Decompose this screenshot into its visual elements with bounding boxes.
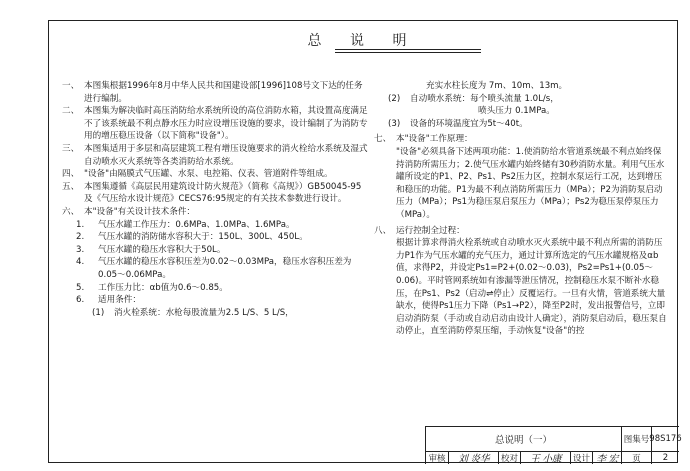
section-text: "设备"由隔膜式气压罐、水泵、电控箱、仪表、管道附件等组成。 xyxy=(84,169,333,180)
atlas-number: 98S176 xyxy=(651,427,679,451)
page-label: 页 xyxy=(621,451,651,464)
section-2 xyxy=(62,105,368,143)
item-1 xyxy=(62,219,368,232)
review-signature: 刘 炎华 xyxy=(448,451,498,464)
section-text: 本图集为解决临时高压消防给水系统所设的高位消防水箱，其设置高度满足不了该系统最不利点静水压力时应设增压设施的要求，设计编制了为消防专用的增压稳压设备（以下简称"设备"）。 xyxy=(84,106,368,142)
section-number: 二、 xyxy=(62,106,80,117)
item-text: 适用条件： xyxy=(98,295,141,306)
section-5 xyxy=(62,181,368,206)
item-number: 4. xyxy=(76,257,85,268)
section-text: 本图集遵循《高层民用建筑设计防火规范》（简称《高规》）GB50045-95及《气压给水设计规范》CECS76:95规定的有关技术参数进行设计。 xyxy=(84,181,362,205)
section-text: 运行控制全过程： xyxy=(396,225,465,236)
item-number: (1) xyxy=(92,307,105,318)
item-3 xyxy=(62,244,368,257)
section-3 xyxy=(62,143,368,168)
item-2 xyxy=(62,231,368,244)
item-6-2-cont xyxy=(374,105,669,118)
section-number: 三、 xyxy=(62,143,80,154)
section-number: 一、 xyxy=(62,81,80,91)
title-underline-2 xyxy=(335,52,481,53)
section-8-body: 根据计算求得消火栓系统或自动喷水灭火系统中最不利点所需的消防压力P1作为气压水罐的充气压力，通过计算所选定的气压水罐规格及αb值，求得P2，并设定Ps1=P2+(0.02～0.03)，Ps2=Ps1+(0.05～0.06)。平时管网系统如有渗漏等泄压情况，控制稳压水泵不断补水稳压，在Ps1、Ps2（启动⇌停止）反覆运行。一旦有火情，管道系统大量缺水，使得Ps1压力下降（Ps1→P2），降至P2时，发出报警信号，立即启动消防泵（手动或自动启动由设计人确定），消防泵启动后，稳压泵自动停止，直至消防停泵压缩，手动恢复"设备"的控 xyxy=(396,238,667,337)
section-number: 八、 xyxy=(374,225,392,236)
page-title: 总 说 明 xyxy=(307,33,419,49)
title-block xyxy=(425,426,682,465)
item-number: (3) xyxy=(388,118,401,129)
section-text: 本"设备"有关设计技术条件： xyxy=(84,206,196,217)
section-text: 本图集适用于多层和高层建筑工程有增压设施要求的消火栓给水系统及湿式自动喷水灭火系统等各类消防给水系统。 xyxy=(84,143,368,167)
item-6-3 xyxy=(374,118,669,131)
section-1 xyxy=(62,80,368,105)
right-column xyxy=(374,80,669,338)
item-text: 自动喷水系统：每个喷头流量 1.0L/s， xyxy=(410,93,559,104)
check-label: 校对 xyxy=(498,451,520,464)
section-text: 本图集根据1996年8月中华人民共和国建设部[1996]108号文下达的任务进行编制。 xyxy=(84,81,363,104)
design-label: 设计 xyxy=(570,451,592,464)
section-number: 六、 xyxy=(62,206,80,217)
section-6 xyxy=(62,206,368,219)
item-text: 设备的环境温度宜为5t～40t。 xyxy=(410,118,528,129)
left-column xyxy=(62,80,368,319)
item-number: 1. xyxy=(76,219,85,230)
item-text: 气压水罐的稳压水容积压差为0.02～0.03MPa，稳压水容积压差为0.05～0.06MPa。 xyxy=(98,257,352,280)
title-underline-1 xyxy=(335,49,481,50)
item-6-2 xyxy=(374,93,669,106)
section-7 xyxy=(374,133,669,146)
title-block-row-1 xyxy=(426,427,682,452)
design-signature: 李 宏 xyxy=(592,451,621,464)
drawing-sheet xyxy=(48,20,682,465)
section-number: 五、 xyxy=(62,181,80,192)
section-7-body: "设备"必须具备下述两项功能：1.使消防给水管道系统最不利点始终保持消防所需压力；2.使气压水罐内始终储有30秒消防水量。利用气压水罐所设定的P1、P2、Ps1、Ps2压力区，控制水泵运行工况，达到增压和稳压的功能。P1为最不利点消防所需压力（MPa）；P2为消防泵启动压力（MPa）；Ps1为稳压泵启泵压力（MPa）；Ps2为稳压泵停泵压力（MPa）。 xyxy=(396,146,665,220)
atlas-label: 图集号 xyxy=(621,427,651,451)
item-6-1 xyxy=(62,307,368,320)
item-number: (2) xyxy=(388,93,401,104)
item-text: 气压水罐工作压力：0.6MPa、1.0MPa、1.6MPa。 xyxy=(98,219,295,230)
section-number: 四、 xyxy=(62,169,80,180)
item-text: 工作压力比：αb值为0.6～0.85。 xyxy=(98,282,228,293)
item-number: 3. xyxy=(76,244,85,255)
item-6-1-cont xyxy=(374,80,669,93)
item-6 xyxy=(62,294,368,307)
item-5 xyxy=(62,282,368,295)
item-text: 充实水柱长度为 7m、10m、13m。 xyxy=(426,81,568,91)
doc-title: 总说明（一） xyxy=(494,435,552,446)
section-number: 七、 xyxy=(374,134,392,145)
item-text: 消火栓系统：水枪每股流量为2.5 L/S、5 L/S， xyxy=(114,307,294,318)
item-text: 气压水罐的稳压水容积大于50L。 xyxy=(98,244,226,255)
page-number: 2 xyxy=(651,451,679,464)
title-block-row-2 xyxy=(426,451,679,464)
item-number: 5. xyxy=(76,282,85,293)
item-number: 6. xyxy=(76,295,85,306)
section-4 xyxy=(62,168,368,181)
item-number: 2. xyxy=(76,232,85,243)
section-text: 本"设备"工作原理： xyxy=(396,134,473,145)
item-text: 喷头压力 0.1MPa。 xyxy=(478,106,555,117)
check-signature: 王 小康 xyxy=(520,451,570,464)
section-8 xyxy=(374,225,669,238)
item-text: 气压水罐的消防储水容积大于：150L、300L、450L。 xyxy=(98,232,308,243)
review-label: 审核 xyxy=(428,453,446,464)
item-4 xyxy=(62,256,368,281)
